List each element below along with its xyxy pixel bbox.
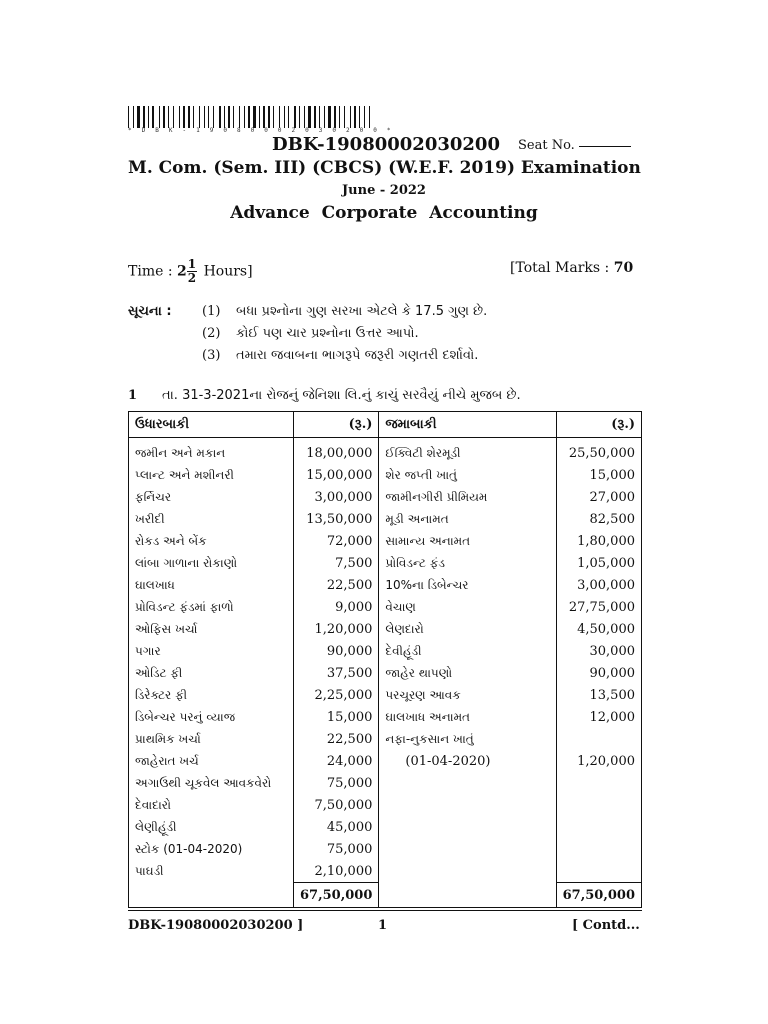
debit-account: લેણીહૂંડી [129, 816, 294, 838]
debit-account: પ્રોવિડન્ટ ફંડમાં ફાળો [129, 596, 294, 618]
barcode-bar [251, 106, 252, 128]
debit-account: પગાર [129, 640, 294, 662]
barcode-bar [195, 106, 198, 128]
barcode-bar [294, 106, 296, 128]
barcode-bar [275, 106, 278, 128]
credit-amount: 82,500 [556, 508, 641, 530]
barcode-bar [321, 106, 323, 128]
barcode-caption: * D B K - 1 9 0 8 0 0 0 2 0 3 0 2 0 0 * [128, 127, 394, 134]
barcode-bar [279, 106, 280, 128]
barcode-bar [263, 106, 265, 128]
credit-account: ઈક્વિટી શેરમૂડી [379, 438, 556, 465]
barcode-bar [143, 106, 145, 128]
credit-account: ઘાલખાધ અનામત [379, 706, 556, 728]
barcode-bar [339, 106, 340, 128]
debit-account: લાંબા ગાળાના રોકાણો [129, 552, 294, 574]
barcode-bar [324, 106, 325, 128]
barcode-bar [286, 106, 287, 128]
barcode-bar [137, 106, 140, 128]
table-row [129, 508, 642, 530]
barcode-bar [208, 106, 209, 128]
barcode-bar [159, 106, 160, 128]
barcode-bar [219, 106, 221, 128]
barcode-bar [366, 106, 368, 128]
total-marks-value: 70 [613, 260, 634, 276]
credit-amount [556, 794, 641, 816]
instruction-number: (2) [202, 326, 221, 341]
debit-amount-header: (રૂ.) [294, 412, 379, 438]
credit-account: સામાન્ય અનામત [379, 530, 556, 552]
credit-amount: 1,20,000 [556, 750, 641, 772]
barcode-bar [337, 106, 338, 128]
barcode-bar [228, 106, 230, 128]
debit-amount: 24,000 [294, 750, 379, 772]
time-fraction [187, 258, 197, 285]
barcode-bar [314, 106, 316, 128]
debit-amount: 13,50,000 [294, 508, 379, 530]
credit-amount: 1,05,000 [556, 552, 641, 574]
barcode-bar [319, 106, 320, 128]
debit-amount: 22,500 [294, 728, 379, 750]
debit-amount: 75,000 [294, 838, 379, 860]
barcode-bar [334, 106, 336, 128]
barcode-bar [266, 106, 267, 128]
credit-amount: 4,50,000 [556, 618, 641, 640]
table-row [129, 640, 642, 662]
barcode-bar [246, 106, 247, 128]
credit-amount: 25,50,000 [556, 438, 641, 465]
total-marks [510, 260, 633, 276]
instruction-number: (3) [202, 348, 221, 363]
instruction-number: (1) [202, 304, 221, 319]
barcode-bar [261, 106, 262, 128]
debit-amount: 37,500 [294, 662, 379, 684]
time-fraction-num: 1 [187, 257, 197, 271]
instruction-item [202, 348, 478, 363]
debit-amount: 45,000 [294, 816, 379, 838]
barcode-bar [231, 106, 232, 128]
barcode-bar [179, 106, 180, 128]
debit-amount: 2,25,000 [294, 684, 379, 706]
credit-account: શેર જપ્તી ખાતું [379, 464, 556, 486]
paper-code: DBK-19080002030200 [272, 134, 500, 155]
barcode-bar [141, 106, 142, 128]
credit-account: પરચૂરણ આવક [379, 684, 556, 706]
table-row [129, 816, 642, 838]
debit-amount: 15,000 [294, 706, 379, 728]
credit-account: (01-04-2020) [379, 750, 556, 772]
barcode-bar [130, 106, 132, 128]
table-row [129, 706, 642, 728]
barcode-bar [128, 106, 129, 128]
debit-amount: 3,00,000 [294, 486, 379, 508]
table-row [129, 438, 642, 465]
barcode-bar [152, 106, 154, 128]
barcode-bar [268, 106, 270, 128]
barcode-bar [248, 106, 250, 128]
instruction-text: કોઈ પણ ચાર પ્રશ્નોના ઉત્તર આપો. [236, 326, 419, 341]
barcode-bar [253, 106, 256, 128]
question-text: તા. 31-3-2021ના રોજનું જેનિશા લિ.નું કાચું સરવૈયું નીચે મુજબ છે. [162, 388, 521, 403]
credit-amount-header: (રૂ.) [556, 412, 641, 438]
barcode-bar [312, 106, 313, 128]
table-row [129, 838, 642, 860]
barcode-bar [306, 106, 307, 128]
barcode-bar [357, 106, 358, 128]
table-row [129, 750, 642, 772]
debit-amount: 7,50,000 [294, 794, 379, 816]
credit-account: 10%ના ડિબેન્ચર [379, 574, 556, 596]
barcode-bar [188, 106, 190, 128]
debit-amount: 72,000 [294, 530, 379, 552]
credit-account: વેચાણ [379, 596, 556, 618]
barcode-bar [146, 106, 147, 128]
credit-account [379, 772, 556, 794]
table-row [129, 464, 642, 486]
debit-amount: 15,00,000 [294, 464, 379, 486]
debit-header: ઉધારબાકી [129, 412, 294, 438]
barcode-bar [304, 106, 305, 128]
barcode-bar [244, 106, 245, 128]
barcode-bar [257, 106, 258, 128]
barcode-bar [173, 106, 174, 128]
table-row [129, 574, 642, 596]
barcode-bar [155, 106, 158, 128]
footer-continued: [ Contd... [572, 918, 640, 933]
debit-account: ફર્નિચર [129, 486, 294, 508]
debit-account: ઓડિટ ફી [129, 662, 294, 684]
table-row [129, 772, 642, 794]
debit-amount: 90,000 [294, 640, 379, 662]
question-1 [128, 388, 521, 403]
credit-account [379, 838, 556, 860]
seat-label: Seat No. [518, 138, 575, 153]
debit-account: ડિબેન્ચર પરનું વ્યાજ [129, 706, 294, 728]
debit-amount: 1,20,000 [294, 618, 379, 640]
barcode-bar [133, 106, 134, 128]
credit-header: જમાબાકી [379, 412, 556, 438]
barcode-bar [199, 106, 200, 128]
table-row [129, 662, 642, 684]
barcode-bar [150, 106, 151, 128]
credit-amount: 15,000 [556, 464, 641, 486]
page-number: 1 [378, 918, 388, 933]
barcode-bar [350, 106, 351, 128]
credit-amount [556, 838, 641, 860]
debit-account: પાઘડી [129, 860, 294, 883]
barcode-bar [168, 106, 169, 128]
barcode-bar [259, 106, 260, 128]
barcode-bar [359, 106, 360, 128]
debit-amount: 9,000 [294, 596, 379, 618]
barcode-bar [332, 106, 333, 128]
credit-amount [556, 772, 641, 794]
barcode-bar [369, 106, 370, 128]
barcode-bar [341, 106, 343, 128]
credit-amount: 27,000 [556, 486, 641, 508]
debit-amount: 22,500 [294, 574, 379, 596]
instruction-text: બધા પ્રશ્નોના ગુણ સરખા એટલે કે 17.5 ગુણ છે. [236, 304, 488, 319]
table-row [129, 596, 642, 618]
credit-account [379, 860, 556, 883]
footer-paper-code: DBK-19080002030200 ] [128, 918, 304, 933]
barcode-bar [204, 106, 205, 128]
barcode-bar [361, 106, 363, 128]
barcode-bar [215, 106, 218, 128]
credit-account [379, 794, 556, 816]
barcode-bar [326, 106, 327, 128]
barcode-bar [170, 106, 172, 128]
credit-amount [556, 860, 641, 883]
barcode-bar [297, 106, 298, 128]
table-row [129, 860, 642, 883]
debit-account: ઘાલખાધ [129, 574, 294, 596]
barcode-bar [175, 106, 178, 128]
barcode-bar [193, 106, 194, 128]
barcode-bar [299, 106, 300, 128]
credit-amount: 12,000 [556, 706, 641, 728]
barcode-bar [235, 106, 238, 128]
time-fraction-den: 2 [187, 271, 197, 285]
credit-account: મૂડી અનામત [379, 508, 556, 530]
barcode-bar [273, 106, 274, 128]
barcode-bar [239, 106, 240, 128]
time-label: Time : [128, 263, 173, 280]
subject-title: Advance Corporate Accounting [230, 203, 538, 223]
barcode-bar [166, 106, 167, 128]
barcode-bar [288, 106, 289, 128]
barcode-bar [210, 106, 212, 128]
trial-balance-table [128, 411, 642, 908]
barcode-bar [148, 106, 149, 128]
barcode-bar [308, 106, 311, 128]
table-row [129, 618, 642, 640]
barcode-bar [241, 106, 243, 128]
barcode-bar [271, 106, 272, 128]
credit-account: લેણદારો [379, 618, 556, 640]
barcode-bar [354, 106, 356, 128]
debit-account: પ્રાથમિક ખર્ચા [129, 728, 294, 750]
credit-account: નફા-નુકસાન ખાતું [379, 728, 556, 750]
debit-account: જમીન અને મકાન [129, 438, 294, 465]
credit-account: જામીનગીરી પ્રીમિયમ [379, 486, 556, 508]
time-unit: Hours] [203, 263, 253, 280]
debit-account: જાહેરાત ખર્ચ [129, 750, 294, 772]
barcode-bar [191, 106, 192, 128]
footer-divider [128, 910, 642, 911]
exam-title: M. Com. (Sem. III) (CBCS) (W.E.F. 2019) Examination [128, 158, 641, 178]
total-marks-label: [Total Marks : [510, 260, 610, 276]
instruction-item [202, 326, 419, 341]
debit-account: પ્લાન્ટ અને મશીનરી [129, 464, 294, 486]
credit-account: જાહેર થાપણો [379, 662, 556, 684]
barcode-bar [183, 106, 185, 128]
table-row [129, 486, 642, 508]
barcode-bar [371, 106, 374, 128]
total-debit-label-cell [129, 883, 294, 908]
barcode-bar [163, 106, 165, 128]
credit-amount: 3,00,000 [556, 574, 641, 596]
barcode [128, 106, 458, 128]
table-header-row [129, 412, 642, 438]
credit-amount: 27,75,000 [556, 596, 641, 618]
barcode-bar [233, 106, 234, 128]
instructions-heading: સૂચના : [128, 304, 172, 319]
exam-session: June - 2022 [342, 183, 426, 198]
debit-account: અગાઉથી ચૂકવેલ આવકવેરો [129, 772, 294, 794]
barcode-bar [346, 106, 349, 128]
time-whole: 2 [177, 263, 187, 280]
instruction-item [202, 304, 487, 319]
barcode-bar [328, 106, 331, 128]
seat-blank-line [579, 146, 631, 147]
barcode-bar [206, 106, 207, 128]
table-row [129, 794, 642, 816]
barcode-bar [224, 106, 225, 128]
debit-account: દેવાદારો [129, 794, 294, 816]
instruction-text: તમારા જવાબના ભાગરૂપે જરૂરી ગણતરી દર્શાવો. [236, 348, 479, 363]
debit-amount: 7,500 [294, 552, 379, 574]
question-number: 1 [128, 388, 138, 403]
credit-account: દેવીહૂંડી [379, 640, 556, 662]
barcode-bar [317, 106, 318, 128]
debit-account: રોકડ અને બેંક [129, 530, 294, 552]
debit-account: ખરીદી [129, 508, 294, 530]
credit-amount: 90,000 [556, 662, 641, 684]
barcode-bar [290, 106, 293, 128]
total-debit: 67,50,000 [294, 883, 379, 908]
credit-amount: 1,80,000 [556, 530, 641, 552]
barcode-bar [284, 106, 285, 128]
credit-amount: 30,000 [556, 640, 641, 662]
table-row [129, 552, 642, 574]
credit-amount: 13,500 [556, 684, 641, 706]
table-row [129, 684, 642, 706]
debit-amount: 2,10,000 [294, 860, 379, 883]
barcode-bar [344, 106, 345, 128]
barcode-bar [281, 106, 283, 128]
barcode-bar [161, 106, 162, 128]
barcode-bar [213, 106, 214, 128]
seat-number-field [518, 138, 631, 153]
barcode-bar [181, 106, 182, 128]
total-credit: 67,50,000 [556, 883, 641, 908]
total-credit-label-cell [379, 883, 556, 908]
debit-amount: 18,00,000 [294, 438, 379, 465]
barcode-bar [226, 106, 227, 128]
barcode-bar [186, 106, 187, 128]
credit-account: પ્રોવિડન્ટ ફંડ [379, 552, 556, 574]
barcode-bar [352, 106, 353, 128]
debit-amount: 75,000 [294, 772, 379, 794]
credit-account [379, 816, 556, 838]
barcode-bar [135, 106, 136, 128]
time-allowed [128, 258, 253, 285]
table-total-row [129, 883, 642, 908]
table-row [129, 530, 642, 552]
debit-account: ડિરેક્ટર ફી [129, 684, 294, 706]
debit-account: ઓફિસ ખર્ચા [129, 618, 294, 640]
credit-amount [556, 816, 641, 838]
barcode-bar [301, 106, 303, 128]
table-row [129, 728, 642, 750]
credit-amount [556, 728, 641, 750]
barcode-bar [364, 106, 365, 128]
debit-account: સ્ટોક (01-04-2020) [129, 838, 294, 860]
barcode-bar [222, 106, 223, 128]
barcode-bar [201, 106, 203, 128]
